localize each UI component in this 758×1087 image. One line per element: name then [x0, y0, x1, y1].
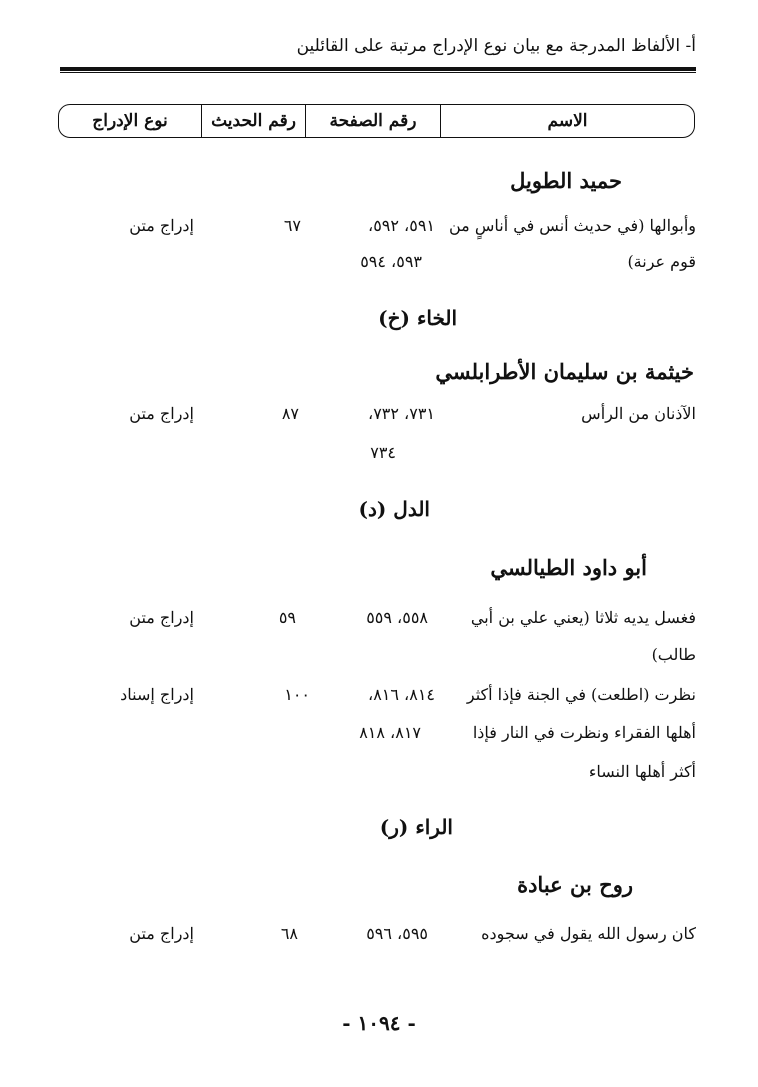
entry-text-line: فغسل يديه ثلاثا (يعني علي بن أبي: [470, 608, 696, 627]
page-number: - ١٠٩٤ -: [342, 1011, 416, 1035]
narrator-name: أبو داود الطيالسي: [490, 555, 647, 580]
column-idraj-type: نوع الإدراج: [92, 110, 168, 131]
entry-idraj-type: إدراج إسناد: [120, 685, 194, 704]
entry-hadith-number: ٦٧: [283, 216, 301, 235]
entry-pages: ٥٥٨، ٥٥٩: [366, 608, 428, 627]
entry-idraj-type: إدراج متن: [129, 216, 194, 235]
column-divider: [305, 105, 306, 137]
entry-hadith-number: ٥٩: [278, 608, 296, 627]
entry-hadith-number: ٦٨: [280, 924, 298, 943]
entry-text-line: طالب): [651, 645, 696, 664]
section-heading: الخاء (خ): [378, 306, 457, 330]
column-divider: [440, 105, 441, 137]
running-head: أ- الألفاظ المدرجة مع بيان نوع الإدراج مرتبة على القائلين: [296, 36, 696, 56]
narrator-name: حميد الطويل: [510, 168, 622, 193]
entry-text-line: أكثر أهلها النساء: [588, 762, 696, 781]
entry-pages: ٨١٧، ٨١٨: [359, 723, 421, 742]
entry-pages: ٨١٤، ٨١٦،: [368, 685, 435, 704]
header-rule: [60, 67, 696, 73]
narrator-name: روح بن عبادة: [517, 872, 633, 897]
entry-text-line: أهلها الفقراء ونظرت في النار فإذا: [472, 723, 696, 742]
entry-text-line: الآذنان من الرأس: [581, 404, 696, 423]
section-heading: الراء (ر): [379, 815, 453, 839]
entry-idraj-type: إدراج متن: [129, 608, 194, 627]
entry-text-line: نظرت (اطلعت) في الجنة فإذا أكثر: [466, 685, 696, 704]
entry-text-line: وأبوالها (في حديث أنس في أناسٍ من: [449, 216, 696, 235]
entry-pages: ٥٩١، ٥٩٢،: [368, 216, 435, 235]
entry-pages: ٥٩٥، ٥٩٦: [366, 924, 428, 943]
column-name: الاسم: [547, 110, 588, 131]
entry-hadith-number: ١٠٠: [284, 685, 310, 704]
section-heading: الدل (د): [358, 497, 430, 521]
entry-pages: ٥٩٣، ٥٩٤: [360, 252, 422, 271]
table-header: [58, 104, 695, 138]
entry-pages: ٧٣١، ٧٣٢،: [368, 404, 435, 423]
entry-pages: ٧٣٤: [370, 443, 396, 462]
column-divider: [201, 105, 202, 137]
entry-idraj-type: إدراج متن: [129, 924, 194, 943]
narrator-name: خيثمة بن سليمان الأطرابلسي: [435, 359, 694, 384]
entry-text-line: قوم عرنة): [627, 252, 696, 271]
entry-text-line: كان رسول الله يقول في سجوده: [481, 924, 696, 943]
column-page-no: رقم الصفحة: [329, 110, 417, 131]
entry-hadith-number: ٨٧: [281, 404, 299, 423]
column-hadith-no: رقم الحديث: [211, 110, 296, 131]
entry-idraj-type: إدراج متن: [129, 404, 194, 423]
